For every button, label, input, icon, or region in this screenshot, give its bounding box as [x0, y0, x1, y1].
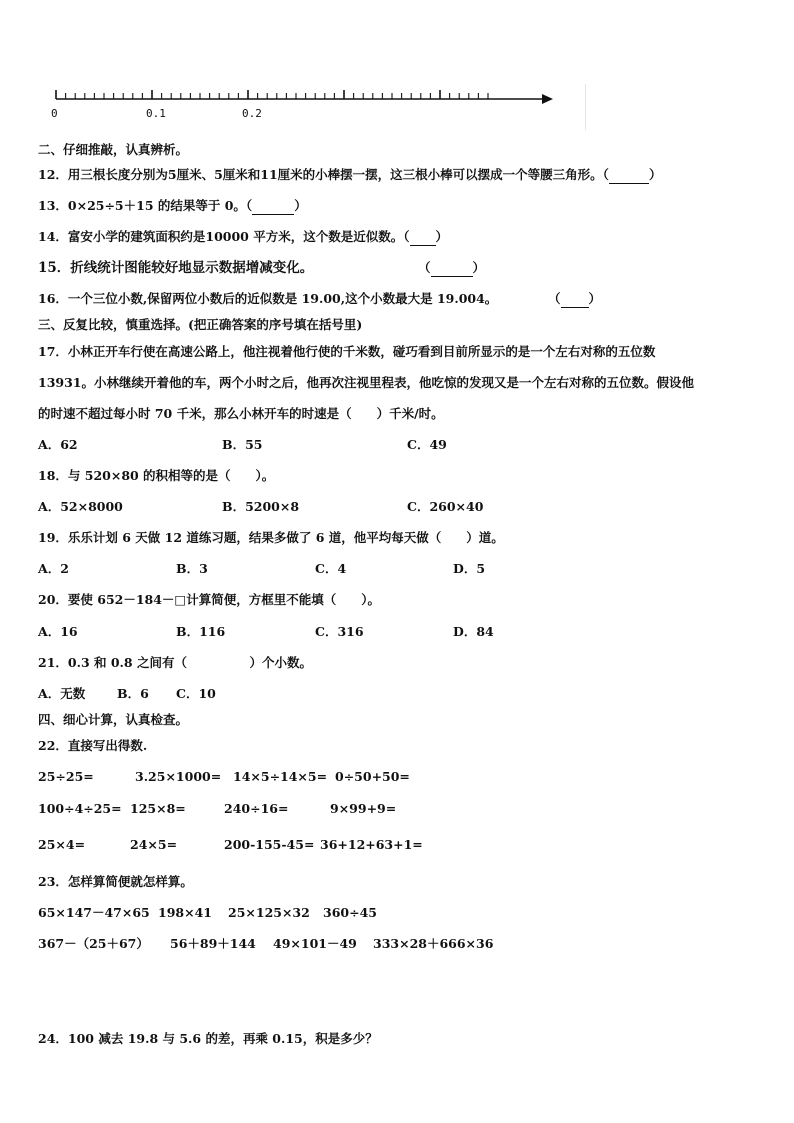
question-15-close: ） [472, 260, 486, 275]
question-17-line-3: 的时速不超过每小时 70 千米，那么小林开车的时速是（ ）千米/时。 [38, 406, 444, 421]
question-16-answer [548, 291, 601, 308]
question-17-line-1: 17．小林正开车行使在高速公路上，他注视着他行使的千米数，碰巧看到目前所显示的是一个左右对称的五位数 [38, 344, 656, 359]
question-18-text: 18．与 520×80 的积相等的是（ ）。 [38, 468, 275, 483]
question-14-close: ） [435, 229, 449, 244]
calc-22-r3-c3: 200-155-45= [224, 837, 315, 852]
answer-blank-13[interactable] [252, 198, 294, 215]
ruler-label-0: 0 [51, 107, 58, 120]
number-line-ticks [56, 90, 488, 99]
question-20-option-c[interactable]: C．316 [315, 624, 364, 639]
question-17-option-b[interactable]: B．55 [222, 437, 263, 452]
calc-22-r2-c1: 100÷4÷25= [38, 801, 122, 816]
section-4-title: 四、细心计算，认真检查。 [38, 712, 189, 727]
question-14-text: 14．富安小学的建筑面积约是10000 平方米，这个数是近似数。（ [38, 229, 410, 244]
ruler-label-0-2: 0.2 [242, 107, 262, 120]
question-21-option-b[interactable]: B．6 [117, 686, 149, 701]
number-line-arrow [542, 94, 553, 104]
question-19-option-c[interactable]: C．4 [315, 561, 347, 576]
question-23-title: 23．怎样算简便就怎样算。 [38, 874, 193, 889]
question-12-text: 12．用三根长度分别为5厘米、5厘米和11厘米的小棒摆一摆，这三根小棒可以摆成一个等腰三角形。（ [38, 167, 609, 182]
section-2-title: 二、仔细推敲，认真辨析。 [38, 142, 189, 157]
question-18-option-c[interactable]: C．260×40 [407, 499, 484, 514]
question-17-option-c[interactable]: C．49 [407, 437, 447, 452]
question-20-option-b[interactable]: B．116 [176, 624, 226, 639]
calc-23-r2-c1: 367－（25＋67） [38, 936, 149, 951]
calc-22-r3-c4: 36+12+63+1= [320, 837, 423, 852]
question-17-line-2: 13931。小林继续开着他的车，两个小时之后，他再次注视里程表，他吃惊的发现又是一个左右对称的五位数。假设他 [38, 375, 694, 390]
calc-22-r3-c2: 24×5= [130, 837, 178, 852]
question-16-open: （ [548, 291, 561, 306]
number-line [50, 86, 570, 126]
question-16-close: ） [588, 291, 602, 306]
question-19-option-a[interactable]: A．2 [38, 561, 69, 576]
question-22-title: 22．直接写出得数. [38, 738, 148, 753]
question-19-option-d[interactable]: D．5 [453, 561, 486, 576]
calc-22-r1-c3: 14×5÷14×5= [233, 769, 328, 784]
calc-23-r1-c2: 198×41 [158, 905, 212, 920]
question-14 [38, 229, 448, 246]
question-21-option-c[interactable]: C．10 [176, 686, 216, 701]
calc-22-r3-c1: 25×4= [38, 837, 86, 852]
calc-22-r2-c2: 125×8= [130, 801, 186, 816]
calc-23-r1-c4: 360÷45 [323, 905, 377, 920]
question-24-text: 24．100 减去 19.8 与 5.6 的差，再乘 0.15，积是多少？ [38, 1031, 378, 1046]
calc-23-r2-c4: 333×28＋666×36 [373, 936, 494, 951]
question-13-close: ） [294, 198, 307, 213]
question-18-option-a[interactable]: A．52×8000 [38, 499, 123, 514]
question-18-option-b[interactable]: B．5200×8 [222, 499, 300, 514]
calc-22-r2-c4: 9×99+9= [330, 801, 397, 816]
answer-blank-16[interactable] [561, 291, 589, 308]
question-16-text: 16．一个三位小数,保留两位小数后的近似数是 19.00,这个小数最大是 19.004。 [38, 291, 498, 306]
question-12-close: ） [648, 167, 662, 182]
answer-blank-12[interactable] [609, 167, 649, 184]
question-15-answer [418, 260, 485, 277]
question-13 [38, 198, 307, 215]
question-17-option-a[interactable]: A．62 [38, 437, 78, 452]
question-20-option-a[interactable]: A．16 [38, 624, 78, 639]
question-19-option-b[interactable]: B．3 [176, 561, 208, 576]
section-3-title: 三、反复比较，慎重选择。(把正确答案的序号填在括号里) [38, 317, 363, 332]
calc-23-r2-c3: 49×101－49 [273, 936, 357, 951]
ruler-label-0-1: 0.1 [146, 107, 166, 120]
calc-23-r1-c1: 65×147－47×65 [38, 905, 150, 920]
question-20-option-d[interactable]: D．84 [453, 624, 494, 639]
calc-23-r2-c2: 56＋89＋144 [170, 936, 256, 951]
question-20-text: 20．要使 652－184－□计算简便，方框里不能填（ ）。 [38, 592, 380, 607]
question-13-text: 13．0×25÷5＋15 的结果等于 0。（ [38, 198, 253, 213]
question-21-option-a[interactable]: A．无数 [38, 686, 86, 701]
question-19-text: 19．乐乐计划 6 天做 12 道练习题，结果多做了 6 道，他平均每天做（ ）道。 [38, 530, 504, 545]
answer-blank-14[interactable] [410, 229, 436, 246]
question-15-open: （ [418, 260, 431, 275]
calc-22-r1-c2: 3.25×1000= [135, 769, 222, 784]
question-15-text: 15．折线统计图能较好地显示数据增减变化。 [38, 260, 314, 276]
scan-divider [585, 84, 586, 130]
calc-23-r1-c3: 25×125×32 [228, 905, 310, 920]
question-21-text: 21．0.3 和 0.8 之间有（ ）个小数。 [38, 655, 312, 670]
calc-22-r1-c4: 0÷50+50= [335, 769, 410, 784]
answer-blank-15[interactable] [431, 260, 473, 277]
question-12 [38, 167, 661, 184]
calc-22-r2-c3: 240÷16= [224, 801, 289, 816]
calc-22-r1-c1: 25÷25= [38, 769, 94, 784]
